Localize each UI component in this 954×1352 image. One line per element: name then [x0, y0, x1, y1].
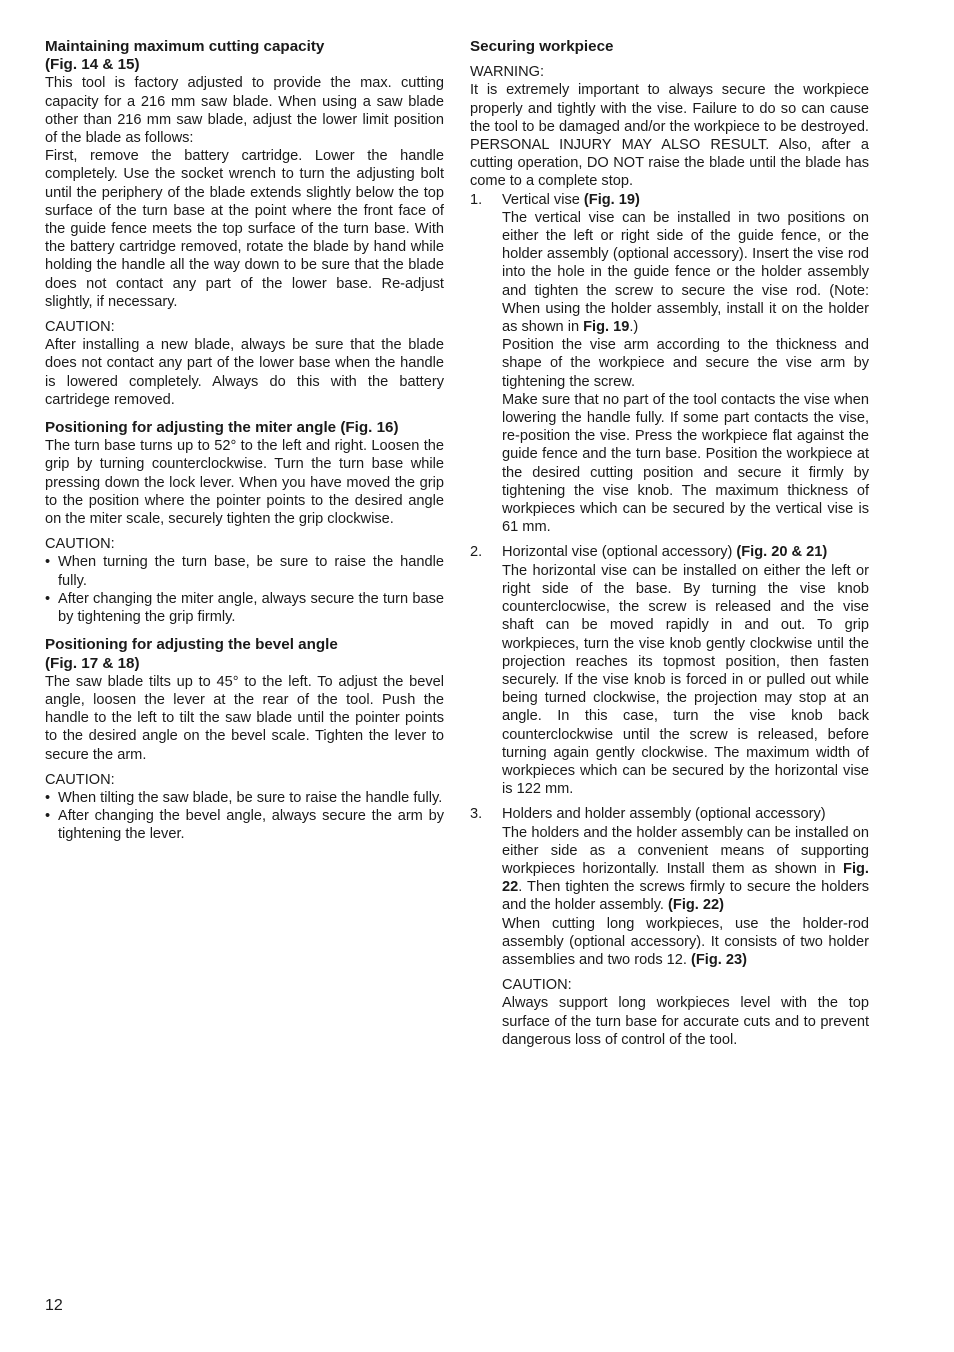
list-item: • When turning the turn base, be sure to raise the handle fully. [45, 553, 444, 589]
caution-list [45, 789, 444, 844]
caution-label: CAUTION: [45, 771, 115, 788]
figure-ref: (Fig. 22) [668, 897, 724, 914]
paragraph: First, remove the battery cartridge. Lower the handle completely. Use the socket wrench to turn the adjusting bolt until the periphery of the blade extends slightly below the top surface of the turn base at the point where the front face of the guide fence meets the top surface of the turn base. With the battery cartridge removed, rotate the blade by hand while holding the handle all the way down to be sure that the blade does not contact any part of the lower base. Re-adjust slightly, if necessary. [45, 148, 444, 310]
list-item: • After changing the miter angle, always secure the turn base by tightening the grip firmly. [45, 590, 444, 626]
list-number: 2. [470, 544, 483, 561]
numbered-list [470, 191, 869, 1049]
list-item: • When tilting the saw blade, be sure to raise the handle fully. [45, 789, 444, 807]
caution-label: CAUTION: [45, 536, 115, 553]
section-heading-securing-workpiece: Securing workpiece [470, 38, 614, 55]
paragraph: The horizontal vise can be installed on either the left or right side of the base. By turning the vise knob counterclocwise, the screw is released and the vise shaft can be moved rapidly in and out. To grip workpieces, turn the vise knob gently clockwise until the projection reaches its topmost position, then fasten securely. If the vise knob is forced in or pulled out while being turned clockwise, the projection may stop at an angle. In this case, turn the vise knob back counterclockwise until the screw is released, before turning again gently clockwise. The maximum width of workpieces which can be secured by the horizontal vise is 122 mm. [502, 562, 869, 798]
caution-label: CAUTION: [502, 977, 572, 994]
list-item: 2. Horizontal vise (optional accessory) (Fig. 20 & 21) The horizontal vise can be installed on either the left or right side of the base. By turning the vise knob counterclocwise, the screw is released and the vise shaft can be moved rapidly in and out. To grip workpieces, turn the vise knob gently clockwise until the projection reaches its topmost position, then fasten securely. If the vise knob is forced in or pulled out while being turned clockwise, the projection may stop at an angle. In this case, turn the vise knob back counterclockwise until the screw is released, before turning again gently clockwise. The maximum width of workpieces which can be secured by the horizontal vise is 122 mm. [470, 544, 869, 798]
paragraph: The saw blade tilts up to 45° to the left. To adjust the bevel angle, loosen the lever at the rear of the tool. Push the handle to the left to tilt the saw blade until the pointer points to the desired angle on the bevel scale. Tighten the lever to secure the arm. [45, 673, 444, 763]
caution-list [45, 553, 444, 626]
figure-ref: Fig. 22 [502, 860, 869, 896]
paragraph: Always support long workpieces level with the top surface of the turn base for accurate cuts and to prevent dangerous loss of control of the tool. [502, 995, 869, 1048]
paragraph: Position the vise arm according to the thickness and shape of the workpiece and secure the vise arm by tightening the screw. [502, 337, 869, 390]
left-column [45, 38, 444, 844]
section-heading-cutting-capacity: Maintaining maximum cutting capacity (Fig. 14 & 15) [45, 38, 325, 74]
paragraph: The turn base turns up to 52° to the left and right. Loosen the grip by turning counterclockwise. Turn the turn base while pressing down the lock lever. When you have moved the grip to the position where the pointer points to the desired angle on the miter scale, securely tighten the grip clockwise. [45, 438, 444, 528]
right-column [470, 38, 869, 1049]
warning-label: WARNING: [470, 64, 545, 81]
page-number: 12 [45, 1297, 63, 1314]
list-item: 3. Holders and holder assembly (optional accessory) The holders and the holder assembly can be installed on either side as a convenient means of supporting workpieces horizontally. Install them as shown in Fig. 22. Then tighten the screws firmly to secure the holders and the holder assembly. (Fig. 22) When cutting long workpieces, use the holder-rod assembly (optional accessory). It consists of two holder assemblies and two rods 12. (Fig. 23) CAUTION: Always support long workpieces level with the top surface of the turn base for accurate cuts and to prevent dangerous loss of control of the tool. [470, 806, 869, 1048]
paragraph: This tool is factory adjusted to provide the max. cutting capacity for a 216 mm saw blade. When using a saw blade other than 216 mm saw blade, adjust the lower limit position of the blade as follows: [45, 75, 444, 147]
paragraph: It is extremely important to always secure the workpiece properly and tightly with the vise. Failure to do so can cause the tool to be damaged and/or the workpiece to be destroyed. PERSONAL INJURY MAY ALSO RESULT. Also, after a cutting operation, DO NOT raise the blade until the blade has come to a complete stop. [470, 82, 869, 190]
figure-ref: (Fig. 23) [691, 951, 747, 968]
list-item-heading: Holders and holder assembly (optional accessory) [502, 806, 826, 823]
list-item: • After changing the bevel angle, always secure the arm by tightening the lever. [45, 807, 444, 843]
figure-ref: (Fig. 20 & 21) [736, 544, 828, 561]
list-number: 1. [470, 191, 483, 208]
paragraph: Make sure that no part of the tool contacts the vise when lowering the handle fully. If some part contacts the vise, re-position the vise. Press the workpiece flat against the guide fence and the turn base. Position the workpiece at the desired cutting position and secure it firmly by tightening the vise knob. The maximum thickness of workpieces which can be secured by the vertical vise is 61 mm. [502, 391, 869, 536]
caution-label: CAUTION: [45, 319, 115, 336]
figure-ref: (Fig. 19) [583, 191, 640, 208]
paragraph: After installing a new blade, always be sure that the blade does not contact any part of the lower base when the handle is lowered completely. Always do this with the battery cartridege removed. [45, 337, 444, 408]
figure-ref: Fig. 19 [583, 319, 630, 336]
list-item: 1. Vertical vise (Fig. 19) The vertical vise can be installed in two positions on either the left or right side of the guide fence, or the holder assembly (optional accessory). Insert the vise rod into the hole in the guide fence or the holder assembly and tighten the screw to secure the vise rod. (Note: When using the holder assembly, install it on the holder as shown in Fig. 19.) Position the vise arm according to the thickness and shape of the workpiece and secure the vise arm by tightening the screw. Make sure that no part of the tool contacts the vise when lowering the handle fully. If some part contacts the vise, re-position the vise. Press the workpiece flat against the guide fence and the turn base. Position the workpiece at the desired cutting position and secure it firmly by tightening the vise knob. The maximum thickness of workpieces which can be secured by the vertical vise is 61 mm. [470, 191, 869, 536]
list-number: 3. [470, 806, 483, 823]
section-heading-miter-angle: Positioning for adjusting the miter angle (Fig. 16) [45, 419, 399, 437]
section-heading-bevel-angle: Positioning for adjusting the bevel angle (Fig. 17 & 18) [45, 636, 338, 672]
